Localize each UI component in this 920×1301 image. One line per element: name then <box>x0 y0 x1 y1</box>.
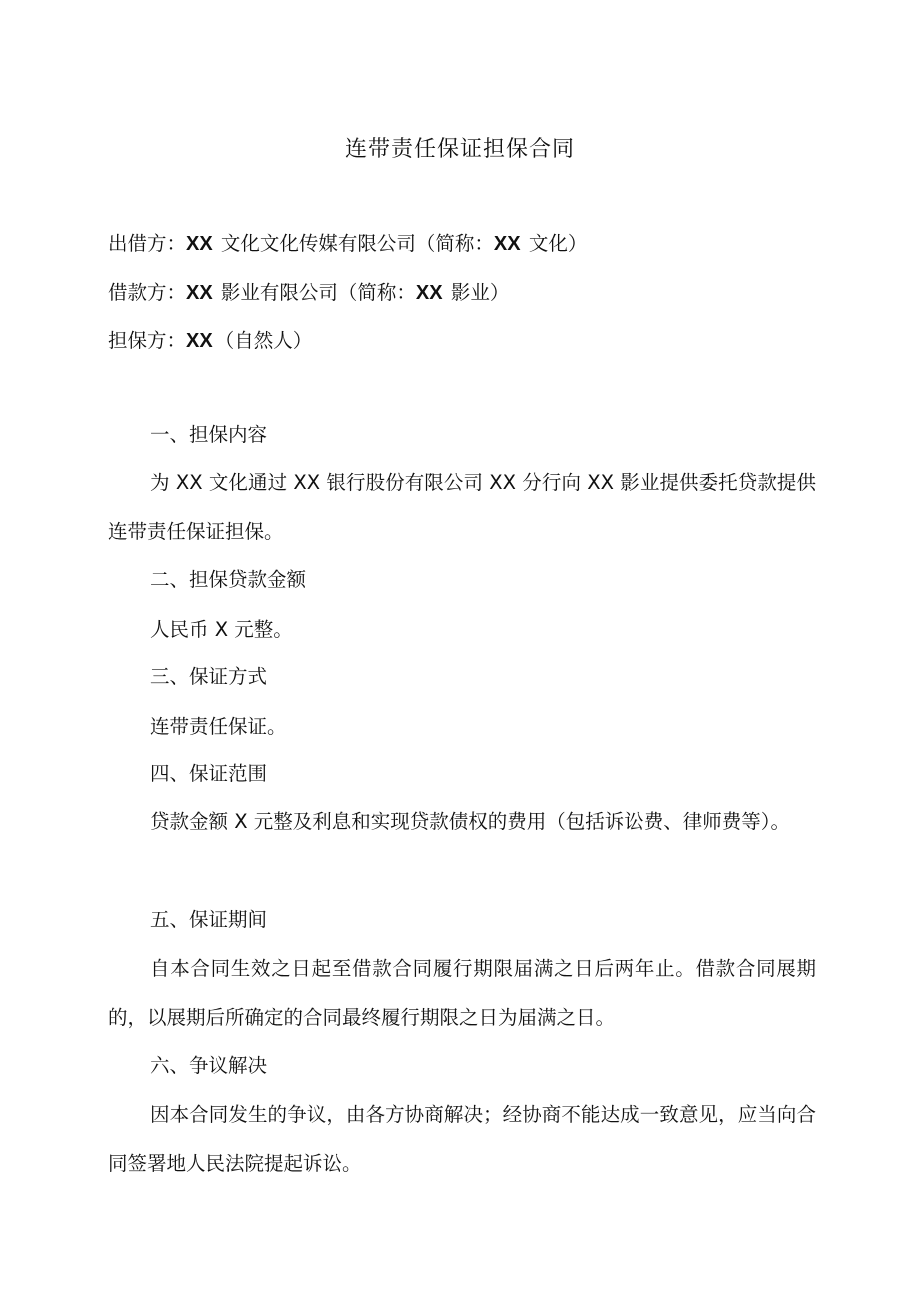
party-borrower-abbr-tail: 影业） <box>450 281 510 304</box>
party-borrower <box>108 278 509 308</box>
party-lender <box>108 229 587 259</box>
section-body-6: 因本合同发生的争议，由各方协商解决；经协商不能达成一致意见，应当向合同签署地人民法院提起诉讼。 <box>108 1103 816 1175</box>
party-lender-label: 出借方： <box>108 232 187 255</box>
section-body-2: 人民币 X 元整。 <box>150 618 293 641</box>
party-lender-abbr-tail: 文化） <box>528 232 588 255</box>
section-body-4: 贷款金额 X 元整及利息和实现贷款债权的费用（包括诉讼费、律师费等）。 <box>150 810 791 833</box>
party-borrower-name: 影业有限公司（简称： <box>220 281 416 304</box>
document-title: 连带责任保证担保合同 <box>344 137 575 162</box>
party-borrower-code: XX <box>186 282 213 304</box>
section-body-3: 连带责任保证。 <box>150 715 287 738</box>
section-heading-4: 四、保证范围 <box>150 762 268 785</box>
party-borrower-label: 借款方： <box>108 281 187 304</box>
section-heading-1: 一、担保内容 <box>150 423 268 446</box>
party-guarantor-name: （自然人） <box>214 329 313 352</box>
section-heading-6: 六、争议解决 <box>150 1054 268 1077</box>
section-heading-2: 二、担保贷款金额 <box>150 568 307 591</box>
party-guarantor <box>108 326 312 356</box>
section-body-1: 为 XX 文化通过 XX 银行股份有限公司 XX 分行向 XX 影业提供委托贷款提供连带责任保证担保。 <box>108 471 816 543</box>
party-lender-code: XX <box>186 233 213 255</box>
party-borrower-abbr-code: XX <box>415 282 443 304</box>
section-heading-3: 三、保证方式 <box>150 665 268 688</box>
party-guarantor-code: XX <box>186 330 213 352</box>
section-heading-5: 五、保证期间 <box>150 908 268 931</box>
section-body-5: 自本合同生效之日起至借款合同履行期限届满之日后两年止。借款合同展期的，以展期后所确定的合同最终履行期限之日为届满之日。 <box>108 957 816 1029</box>
party-lender-abbr-code: XX <box>493 233 521 255</box>
party-lender-name: 文化文化传媒有限公司（简称： <box>220 232 494 255</box>
party-guarantor-label: 担保方： <box>108 329 187 352</box>
